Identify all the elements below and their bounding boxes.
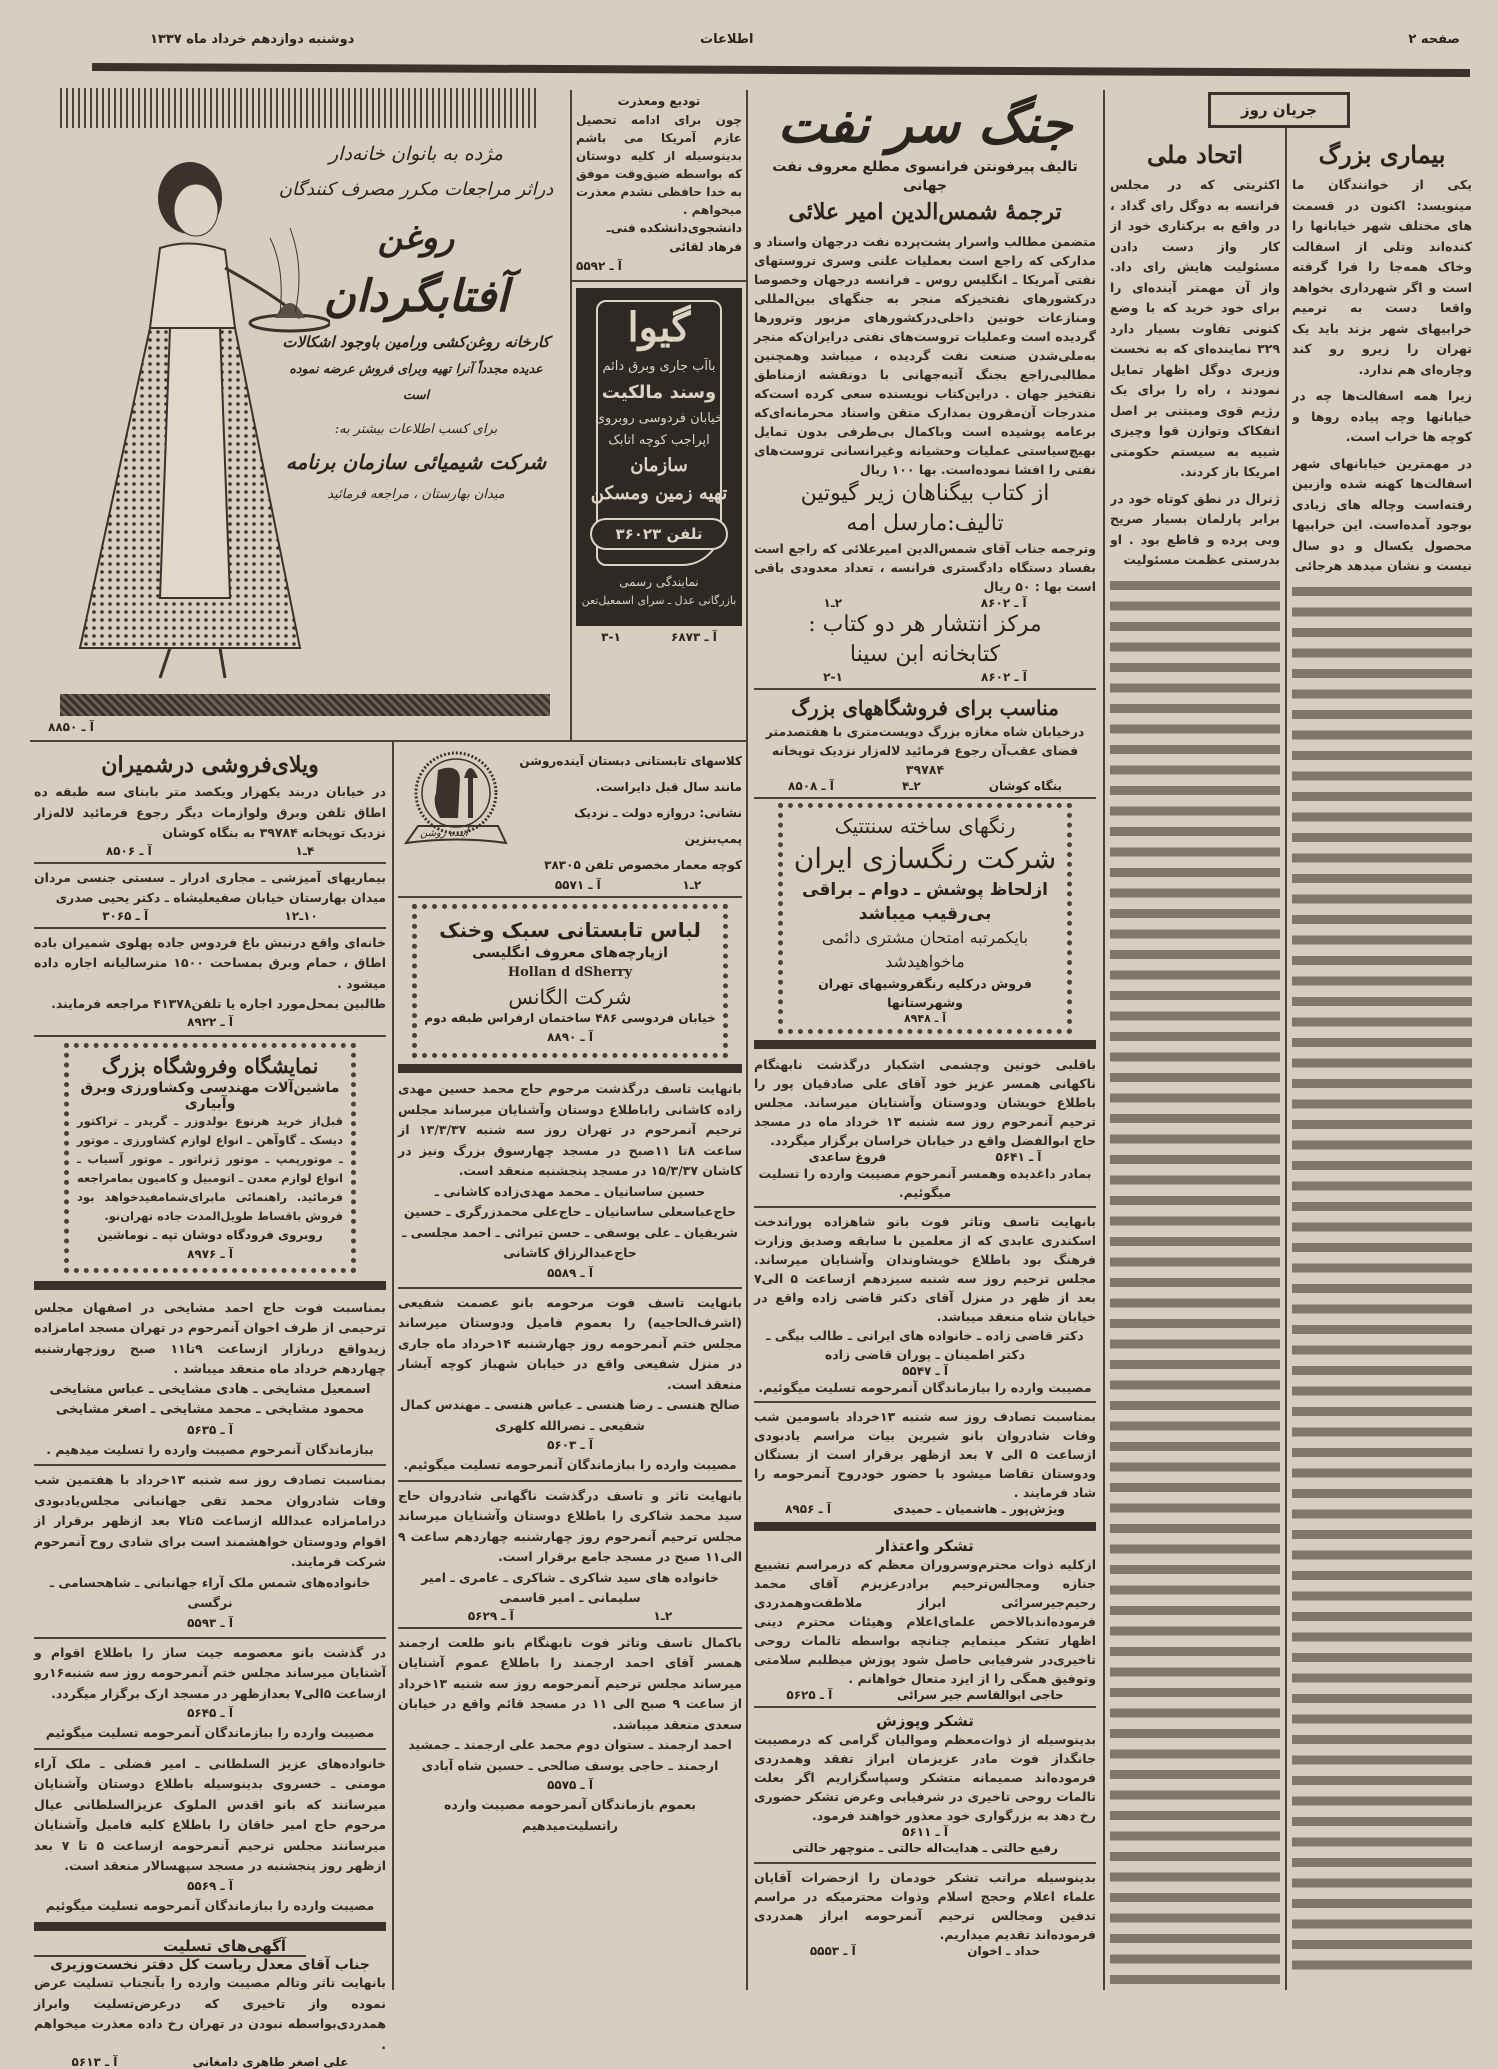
obituary-text: بانهایت تاسف فوت مرحومه بانو عصمت شفیعی (اشرف‌الحاجیه) را بعموم فامیل ودوستان میرساند مجلس ختم آنمرحومه روز چهارشنبه ۱۴خرداد ماه جاری در منزل شفیعی واقع در خیابان شهباز کوچه آبشار منعقد است.	[398, 1294, 742, 1392]
obituary-text: بمناسبت تصادف روز سه شنبه ۱۳خرداد با هفتمین شب وفات شادروان محمد تقی جهانبانی مجلس‌یادبودی درامامزاده عبدالله ازساعت ۵تا۷ بعد ازظهر برقرار از اقوام ودوستان خواهشمند است برای شادی روح آنمرحوم شرکت فرمایند.	[34, 1472, 386, 1569]
classifieds-column-2	[398, 748, 742, 1836]
obituaries-column-3	[754, 1055, 1096, 1958]
signatory: رفیع حالتی ـ هدایت‌اله حالتی ـ منوچهر حالتی	[792, 1841, 1058, 1855]
paragraph: اکثریتی که در مجلس فرانسه به دوگل رای گداد ، در واقع به برکناری خود از کار واز دست دادن مسئولیت هایش رای داد. واز آن مهمتر آینده‌ای را برای خود خرید که با وضع کنونی تفاوت بسیار دارد ۳۲۹ نماینده‌ای که به نخست وزیری دوگل اظهار تمایل نمودند ، راه را برای یک رژیم قوی ومبتنی بر اصل انفکاک وتوازن قوا وچیزی شبیه به سیستم حکومتی امریکا باز کردند.	[1110, 177, 1280, 479]
summer-school-ad	[398, 748, 742, 892]
obituary-names: صالح هنسی ـ رضا هنسی ـ عباس هنسی ـ مهندس کمال شفیعی ـ نصرالله کلهری	[399, 1397, 741, 1433]
ad-code: آ ـ ۵۵۷۵	[547, 1778, 593, 1792]
ad-line: کارخانه روغن‌کشی ورامین باوجود اشکالات	[282, 333, 550, 351]
notice-title: تودیع ومعذرت	[617, 94, 701, 108]
notice-text: ازکلیه ذوات محترم‌وسروران معظم که درمراسم تشییع جنازه ومجالس‌ترحیم برادرعزیزم آقای محمد رحیم‌جیرسرائی ابراز ملاطفت‌وهمدردی فرموده‌اندبالاخص علمای‌اعلام وهیئات محترم دینی اظهار تشکر مینمایم چنانچه بواسطه تالمات روحی تاخیری‌در شرفیابی حاصل شود پوزش میطلبم سلامتی وتوفیق همگی را از ایزد متعال خواهانم .	[754, 1557, 1096, 1686]
ad-code: آ ـ ۸۶۰۲	[980, 596, 1027, 610]
thanks-notice	[754, 1537, 1096, 1702]
obituary	[34, 1470, 386, 1633]
column-4	[576, 92, 742, 644]
section-divider	[754, 797, 1096, 799]
house-rent-ad	[34, 933, 386, 1029]
ad-code: آ ـ ۳۰۶۵	[102, 908, 149, 923]
ad-line: کوچه معمار مخصوص تلفن ۳۸۳۰۵	[544, 858, 742, 872]
ad-body: در خیابان دربند یکهزار ویکصد متر بابنای سه طبقه ده اطاق تلفن وبرق ولوازمات دیگر رجوع فرمائید لاله‌زار نزدیک توپخانه ۳۹۷۸۴ به بنگاه کوشان	[34, 784, 386, 840]
obituary-footer: مصیبت وارده را ببازماندگان آنمرحومه تسلیت میگوئیم	[45, 1725, 375, 1740]
author-line: تالیف پیرفونتن فرانسوی مطلع معروف نفت جهانی	[772, 159, 1078, 194]
company-name: شرکت رنگسازی ایران	[793, 842, 1057, 875]
obituary-text: باکمال تاسف وتاثر فوت نابهنگام بانو طلعت ارجمند همسر آقای احمد ارجمند را باطلاع عموم آشنایان میرساند مجلس ترحیم آنمرحومه روز سه شنبه ۱۳خرداد از ساعت ۹ صبح الی ۱۱ در مسجد قائم واقع در خیابان سعدی منعقد میباشد.	[398, 1634, 742, 1732]
editorial-title: بیماری بزرگ	[1318, 140, 1446, 169]
ad-run: ۲ـ۴	[901, 779, 921, 793]
ad-code: آ ـ ۵۶۳۵	[187, 1422, 233, 1437]
ad-line: روغن	[377, 218, 455, 258]
company-name: شرکت شیمیائی سازمان برنامه	[285, 450, 547, 474]
decorative-border	[60, 694, 550, 716]
ad-code: آ ـ ۵۵۸۹	[547, 1265, 593, 1280]
ad-code: آ ـ ۵۵۹۲	[576, 259, 622, 273]
notice-text: بدینوسیله از ذوات‌معظم وموالیان گرامی که درمصیبت جانگداز فوت مادر عزیزمان ابراز تفقد وهمدردی فرموده‌اند صمیمانه متشکر وسپاسگزاریم اگر بعلت تالمات روحی تاخیری در شرفیابی وعرض تشکر حضوری رخ دهد به بزرگواری خود معذور خواهند فرمود.	[754, 1732, 1096, 1823]
ad-line: مژده به بانوان خانه‌دار	[328, 143, 503, 165]
ad-line: بازرگانی عدل ـ سرای اسمعیل‌تعن	[581, 594, 737, 607]
notice-title: تشکر واعتذار	[876, 1537, 974, 1555]
obituary	[398, 1633, 742, 1837]
ad-line: وسند مالکیت	[601, 382, 717, 403]
column-divider	[1103, 90, 1105, 1990]
signatory: دانشجوی‌دانشکده فنی‌ـ فرهاد لقائی	[606, 221, 742, 254]
signatory: ویژش‌پور ـ هاشمیان ـ حمیدی	[893, 1502, 1065, 1516]
book-description: متضمن مطالب واسرار پشت‌پرده نفت درجهان واسناد و مدارکی که راجع است بعملیات علنی وسری تروستهای نفتی آمریکا ـ انگلیس روس ـ فرانسه درجهان وخصوصا درکشورهای نفتخیزکه منجر به جنگهای بین‌المللی ومنازعات خونین داخلی‌درکشورهای مزبور وترورها گردیده است وعملیات تروست‌های نفتی درایران‌که منجر به‌ملی‌شدن صنعت نفت گردیده ، میباشد وهمچنین مطالبی‌راجع بجنگ آتیه‌جهانی با دونقشه ازمناطق نفتخیز جهان . دراین‌کتاب نویسنده سعی کرده است‌که مندرجات آن‌مقرون بمدارک متقن واسناد محرمانه‌ای‌که برعامه پوشیده است وباکمال بی‌طرفی بدون تمایل بهیچ‌سیاستی عملیات وحشیانه وغیرانسانی تروست‌های نفتی را افشا نموده‌است. بها ۱۰۰ ریال	[754, 234, 1096, 477]
ad-code: آ ـ ۵۶۱۳	[71, 2055, 118, 2069]
ad-line: بایکمرتبه امتحان مشتری دائمی	[821, 928, 1029, 947]
second-book-title: از کتاب بیگناهان زیر گیوتین	[800, 481, 1050, 506]
ad-body: طالبین بمحل‌مورد اجاره یا تلفن۴۱۳۷۸ مراجعه فرمایند.	[51, 996, 386, 1011]
ad-code: آ ـ ۸۹۲۲	[187, 1014, 233, 1029]
phone-number: تلفن ۳۶۰۲۳	[590, 518, 728, 550]
school-logo	[398, 748, 508, 892]
ad-line: ازپارچه‌های معروف انگلیسی	[472, 945, 668, 961]
obituary	[398, 1293, 742, 1476]
ad-line: بی‌رقیب میباشد	[858, 904, 992, 924]
distributor-label: مرکز انتشار هر دو کتاب :	[808, 612, 1042, 637]
editorial-column-1	[1292, 140, 1472, 1989]
ad-run: ۱۰ـ۱۲	[284, 908, 318, 923]
ad-code: آ ـ ۵۶۴۱	[995, 1150, 1042, 1164]
obituary-text: بانهایت تاسف وتاثر فوت بانو شاهزاده پوراندخت اسکندری عابدی که از معلمین با سابقه وصدیق وزارت فرهنگ بود باطلاع خویشاوندان وآشنایان میرساند. مجلس ترحیم روز سه شنبه سیزدهم ازساعت ۵ الی۷ بعد از ظهر در منزل آقای دکتر قاضی زاده واقع در خیابان شاه منعقد میباشد.	[754, 1214, 1096, 1324]
ad-title: نمایشگاه وفروشگاه بزرگ	[101, 1053, 319, 1078]
brand-logo: گیوا	[627, 304, 691, 351]
ad-code: آ ـ ۶۸۷۳	[671, 630, 717, 644]
ad-code: آ ـ ۵۶۲۹	[467, 1608, 514, 1623]
ad-address: خیابان فردوسی ۴۸۶ ساختمان ارفراس طبقه دوم	[424, 1011, 716, 1025]
ad-line: رنگهای ساخته سنتتیک	[834, 814, 1016, 838]
ad-body: بیماریهای آمیزشی ـ مجاری ادرار ـ سستی جنسی مردان میدان بهارستان خیابان صفیعلیشاه ـ دکتر یحیی صدری	[34, 869, 386, 905]
machinery-expo-ad	[64, 1043, 356, 1273]
obituary	[754, 1407, 1096, 1516]
section-divider	[30, 740, 746, 742]
shop-rental-ad	[754, 694, 1096, 793]
product-name: آفتابگردان	[323, 271, 509, 322]
distributor-name: کتابخانه ابن سینا	[849, 642, 1001, 667]
second-book-description: وترجمه جناب آقای شمس‌الدین امیرعلائی که راجع است بفساد دستگاه دادگستری فرانسه ، تعداد معدودی باقی است بها : ۵۰ ریال	[754, 541, 1096, 594]
continued-text	[1110, 575, 1280, 1990]
giva-land-ad	[576, 288, 742, 626]
obituary-footer: مصیبت وارده را ببازماندگان آنمرحومه تسلیت میگوئیم	[45, 1897, 375, 1913]
section-divider	[754, 688, 1096, 690]
villa-sale-ad	[34, 748, 386, 858]
ad-run: ۳-۱	[601, 630, 621, 644]
ad-body: قبل‌از خرید هرنوع بولدوزر ـ گریدر ـ تراکتور دیسک ـ گاوآهن ـ انواع لوازم کشاورزی ـ موتور ـ موتورپمپ ـ موتور ژنراتور ـ موتور آسیاب ـ انواع لوازم معدن ـ اتومبیل و کامیون بمامراجعه فرمائید. راهنمائی مابرای‌شمامفیدخواهد بود فروش باقساط طویل‌المدت جاده تهران‌نو.	[77, 1113, 343, 1223]
ad-line: نمایندگی رسمی	[619, 575, 699, 589]
obituary-footer: ببازماندگان آنمرحوم مصیبت وارده را تسلیت میدهیم .	[46, 1441, 374, 1457]
obituary-text: بانهایت تاسف درگذشت مرحوم حاج محمد حسین مهدی زاده کاشانی راباطلاع دوستان وآشنایان میرساند مجلس ترحیم آنمرحوم در تهران روز سه شنبه ۱۳/۳/۳۷ از ساعت ۸تا ۱۱صبح در مسجد چهارسوق بزرگ ونیز در کاشان ۱۵/۳/۳۷ در مسجد پنجشنبه منعقد است.	[398, 1081, 742, 1178]
column-title-box: جریان روز	[1208, 92, 1350, 128]
ad-line: خیابان فردوسی روبروی	[594, 411, 724, 426]
obituary-text: بانهایت تاثر و تاسف درگذشت ناگهانی شادروان حاج سید محمد شاکری را باطلاع دوستان وآشنایان میرساند مجلس ترحیم آنمرحوم روز چهارشنبه چهاردهم ساعت ۹ الی۱۱ صبح در مسجد جامع برقرار است.	[398, 1487, 742, 1564]
ad-code: آ ـ ۵۵۵۳	[809, 1944, 856, 1958]
ad-code: آ ـ ۸۵۰۸	[788, 779, 834, 793]
ad-body: درخیابان شاه مغازه بزرگ دویست‌متری با هفتصدمتر فضای عقب‌آن رجوع فرمائید لاله‌زار نزدیک توپخانه ۳۹۷۸۴	[765, 724, 1085, 777]
addressee: جناب آقای معدل ریاست کل دفتر نخست‌وزیری	[50, 1957, 370, 1973]
obituary-names: اسمعیل مشایخی ـ هادی مشایخی ـ عباس مشایخی محمود مشایخی ـ محمد مشایخی ـ اصغر مشایخی	[49, 1381, 371, 1417]
page-number: صفحه ۲	[1408, 32, 1460, 47]
ad-code: آ ـ ۵۶۱۱	[902, 1825, 948, 1839]
ad-code: آ ـ ۸۹۵۶	[785, 1502, 831, 1516]
ad-code: آ ـ ۵۵۹۳	[187, 1615, 233, 1630]
ad-run: ۲-۱	[823, 670, 843, 684]
obituary-names: خانواده های سید شاکری ـ شاکری ـ عامری ـ امیر سلیمانی ـ امیر قاسمی	[421, 1569, 719, 1605]
obituary-text: خانواده‌های عزیز السلطانی ـ امیر فضلی ـ ملک آراء مومنی ـ خسروی بدینوسیله باطلاع دوستان وآشنایان میرسانند که بانو اقدس الملوک عزیزالسلطانی عیال مرحوم حاج امیر خاقان را باطلاع کلیه فامیل وآشنایان میرسانند مجلس ترحیم آنمرحومه ازساعت ۵ تا ۷ بعد ازظهر روز پنجشنبه در مسجد سپهسالار منعقد است.	[34, 1755, 387, 1873]
ad-code: آ ـ ۵۵۶۹	[187, 1878, 233, 1893]
ad-title: لباس تابستانی سبک وخنک	[439, 918, 701, 942]
ad-line: دراثر مراجعات مکرر مصرف کنندگان	[278, 179, 554, 200]
newspaper-name: اطلاعات	[700, 32, 754, 47]
paragraph: ژنرال در نطق کوتاه خود در برابر پارلمان بسیار صریح وبی پرده و قاطع بود . او بدرستی عظمت مسئولیت	[1110, 490, 1280, 567]
obituary-footer: مصیبت وارده را ببازماندگان آنمرحومه تسلیت میگوئیم.	[758, 1380, 1092, 1395]
condolence-text: بانهایت تاثر وتالم مصیبت وارده را بآنجناب تسلیت عرض نموده واز تاخیری که درعرض‌تسلیت وابراز همدردی‌بواسطه نبودن در تهران رخ داده معذرت میخواهم .	[34, 1975, 386, 2052]
masthead-rule	[92, 63, 1470, 77]
obituary-text: باقلبی خونین وچشمی اشکبار درگذشت نابهنگام ناکهانی همسر عزیز خود آقای علی صادقیان پور را باطلاع خویشان ودوستان وآشنایان میرساند. مجلس ترحیم آنمرحوم روز سه شنبه ۱۳ خرداد ماه در مسجد حاج ابوالفضل واقع در خیابان خراسان برگزار میگردد.	[754, 1057, 1096, 1148]
column-divider	[570, 90, 572, 740]
sunflower-oil-ad	[40, 88, 564, 738]
ad-line: فروش درکلیه رنگفروشیهای تهران وشهرستانها	[818, 976, 1032, 1010]
ad-code: آ ـ ۵۶۲۵	[786, 1688, 833, 1702]
condolence-section	[34, 1937, 386, 2069]
agency-name: بنگاه کوشان	[988, 779, 1062, 793]
notice-text: بدینوسیله مراتب تشکر خودمان را ازحضرات آقایان علماء اعلام وحجج اسلام وذوات محترمیکه در مراسم تدفین ومجالس ترحیم آنمرحومه ابراز همدردی فرموده‌اند تقدیم میداریم.	[754, 1870, 1096, 1942]
ad-line: عدیده مجدداً آنرا تهیه وبرای فروش عرضه نموده است	[289, 361, 543, 402]
ad-code: آ ـ ۵۶۰۳	[547, 1438, 593, 1452]
ad-run: ۲ـ۱	[682, 878, 702, 892]
paint-company-ad	[778, 803, 1072, 1034]
ad-run: ۲ـ۱	[653, 1608, 673, 1623]
section-divider	[572, 280, 746, 282]
headline: جنگ سر نفت	[777, 94, 1073, 155]
ad-code: آ ـ ۸۵۰۶	[105, 843, 152, 858]
obituary	[34, 1298, 386, 1461]
notice-text: چون برای ادامه تحصیل عازم آمریکا می باشم بدینوسیله از کلیه دوستان که بواسطه ضیق‌وقت موفق به خدا حافظی نشدم معذرت میخواهم .	[576, 113, 742, 217]
translator-line: ترجمهٔ شمس‌الدین امیر علائی	[788, 199, 1062, 225]
obituary-names: حسین ساسانیان ـ محمد مهدی‌زاده کاشانی ـ حاج‌عباسعلی ساسانیان ـ حاج‌علی محمدزرگری ـ حسین شریفیان ـ علی یوسفی ـ حسن تبرائی ـ احمد مجلسی ـ حاج‌عبدالرزاق کاشانی	[402, 1183, 738, 1260]
thanks-notice	[754, 1712, 1096, 1858]
ad-line: اپراجب کوچه اتابک	[608, 433, 710, 448]
torch-profile-emblem-icon	[398, 748, 508, 858]
ad-code: آ ـ ۸۹۴۸	[903, 1012, 947, 1025]
ad-line: کلاسهای تابستانی دبستان آینده‌روشن	[519, 754, 742, 768]
ad-line: نشانی: دروازه دولت ـ نزدیک پمپ‌بنزین	[574, 806, 742, 846]
brand-name: Hollan d dSherry	[507, 965, 633, 980]
column-divider	[1285, 128, 1287, 1990]
decorative-border	[60, 88, 540, 128]
obituary-names: احمد ارجمند ـ ستوان دوم محمد علی ارجمند ـ جمشید ارجمند ـ حاجی یوسف صالحی ـ حسین شاه آبادی	[408, 1737, 732, 1773]
ad-run: ۲ـ۱	[823, 596, 843, 610]
continued-text	[1292, 581, 1472, 1981]
column-divider	[746, 90, 748, 1990]
second-book-author: تالیف:مارسل امه	[846, 511, 1004, 536]
obituary	[754, 1055, 1096, 1202]
ad-code: آ ـ ۸۶۰۲	[981, 670, 1027, 684]
ad-code-row	[576, 630, 742, 644]
column-divider	[392, 742, 394, 1990]
ad-code: آ ـ ۵۶۴۵	[187, 1706, 233, 1720]
paragraph: زیرا همه اسفالت‌ها چه در خیابانها وچه پیاده روها و کوچه ها خراب است.	[1292, 388, 1472, 444]
ad-code: آ ـ ۸۸۵۰	[48, 720, 94, 734]
obituary	[398, 1486, 742, 1623]
signatory: فروغ ساعدی	[808, 1150, 887, 1164]
ad-title: مناسب برای فروشگاههای بزرگ	[791, 696, 1059, 720]
ad-address: روبروی فرودگاه دوشان تپه ـ نوماشین	[97, 1227, 323, 1242]
obituary-names: دکتر قاضی زاده ـ خانواده های ایرانی ـ طالب بیگی ـ دکتر اطمینان ـ پوران قاضی زاده	[766, 1328, 1084, 1362]
signatory: علی اصغر طاهری دامغانی	[192, 2055, 349, 2069]
signatory: حاجی ابوالقاسم جیر سرائی	[897, 1688, 1064, 1702]
obituary	[34, 1643, 386, 1744]
paragraph: در مهمترین خیابانهای شهر اسفالت‌ها کهنه شده وازبین رفته‌است وچاله های زیادی بوجود آمده‌است. این خرابیها محصول یکسال و دو سال نیست و نشان میدهد هرجائی	[1292, 455, 1472, 573]
classifieds-column-1	[34, 748, 386, 2069]
obituary	[754, 1212, 1096, 1397]
notice-title: تشکر وپوزش	[876, 1712, 974, 1730]
ad-code: آ ـ ۸۸۹۰	[547, 1030, 593, 1044]
ad-code: آ ـ ۵۵۷۱	[554, 878, 601, 892]
ad-title: ویلای‌فروشی درشمیران	[101, 752, 319, 778]
section-title: آگهی‌های تسلیت	[34, 1937, 306, 1957]
company-name: شرکت الگانس	[508, 985, 632, 1009]
issue-date: دوشنبه دوازدهم خرداد ماه ۱۳۳۷	[150, 32, 355, 47]
obituary	[34, 1754, 386, 1917]
ad-subtitle: ماشین‌آلات مهندسی وکشاورزی وبرق وآبیاری	[80, 1079, 340, 1112]
farewell-notice	[576, 92, 742, 276]
signatory: حداد ـ اخوان	[967, 1944, 1041, 1958]
clinic-ad	[34, 868, 386, 923]
obituary-footer: بعموم بازماندگان آنمرحومه مصیبت وارده راتسلیت‌میدهیم	[444, 1797, 696, 1833]
obituary-names: خانواده‌های شمس ملک آراء جهانبانی ـ شاهحسامی ـ نرگسی	[49, 1574, 371, 1610]
book-advertisement	[754, 92, 1096, 684]
ad-line: برای کسب اطلاعات بیشتر به:	[334, 422, 498, 437]
column-3	[754, 92, 1096, 1958]
obituary-footer: مصیبت وارده را ببازماندگان آنمرحومه تسلیت میگوئیم.	[403, 1457, 737, 1472]
thanks-notice	[754, 1868, 1096, 1958]
paragraph: یکی از خوانندگان ما مینویسد: اکنون در قسمت های مختلف شهر خیابانها را کنده‌اند وتلی از اسفالت وخاک همه‌جا را فرا گرفته است و اگر شهرداری بخواهد واقعا دست به ترمیم خرابیهای شهر بزند باید یک تهران را زیرو رو کند وچاره‌ای هم ندارد.	[1292, 177, 1472, 377]
obituary-text: بمناسبت فوت حاج احمد مشایخی در اصفهان مجلس ترحیمی از طرف اخوان آنمرحوم در تهران مسجد امامزاده زیدواقع دربازار ازساعت ۹تا۱۱ صبح روزچهارشنبه چهاردهم خرداد ماه منعقد میباشد .	[34, 1299, 386, 1376]
ad-line: ازلحاظ پوشش ـ دوام ـ براقی	[802, 880, 1048, 900]
section-divider	[754, 1040, 1096, 1049]
ad-line: مانند سال قبل دایراست.	[595, 780, 742, 794]
ad-line: باآب جاری وبرق دائم	[602, 359, 716, 374]
editorial-column-2	[1110, 140, 1280, 1989]
logo-text: آینده روشن	[420, 828, 468, 839]
ad-line: تهیه زمین ومسکن	[590, 483, 728, 504]
ad-run: ۴ـ۱	[295, 843, 315, 858]
ad-body: خانه‌ای واقع درنبش باغ فردوس جاده پهلوی شمیران باده اطاق ، حمام وبرق بمساحت ۱۵۰۰ مترسالیانه اجاره داده میشود .	[34, 934, 386, 991]
ad-line: میدان بهارستان ، مراجعه فرمائید	[327, 487, 505, 502]
ad-code: آ ـ ۸۹۷۶	[187, 1246, 233, 1261]
obituary-text: در گذشت بانو معصومه جیت ساز را باطلاع اقوام و آشنایان میرساند مجلس ختم آنمرحومه روز سه شنبه۱۶رو ازساعت ۵الی۷ بعدازظهر در مسجد ارک برگزار میگردد.	[34, 1644, 386, 1701]
editorial-title: اتحاد ملی	[1147, 140, 1243, 169]
obituary-footer: بمادر داغدیده وهمسر آنمرحوم مصیبت وارده را تسلیت میگوئیم.	[758, 1166, 1092, 1200]
summer-clothes-ad	[412, 904, 728, 1058]
ad-code: آ ـ ۵۵۴۷	[902, 1364, 948, 1378]
obituary-text: بمناسبت تصادف روز سه شنبه ۱۳خرداد باسومین شب وفات شادروان بانو شیرین بیات مراسم یادبودی ازساعت ۵ الی ۷ بعد ازظهر برقرار است از بستگان ودوستان تقاضا میشود با حضور خودروح آنمرحومه را شاد فرمایند .	[754, 1409, 1096, 1500]
ad-line: سازمان	[630, 455, 688, 476]
ad-line: ماخواهیدشد	[885, 952, 965, 971]
obituary	[398, 1079, 742, 1283]
